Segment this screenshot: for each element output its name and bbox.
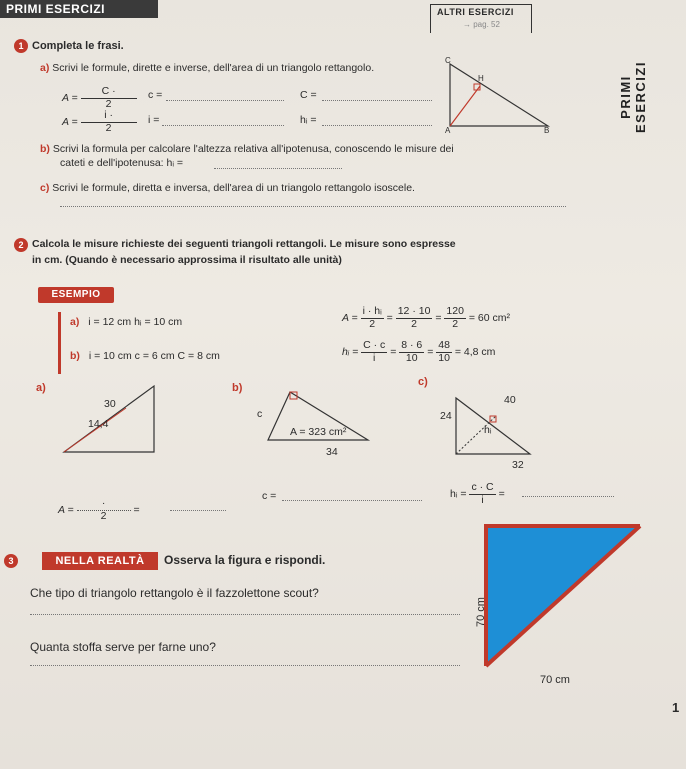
answer-line[interactable]	[322, 125, 432, 126]
answer-b-label: c =	[262, 490, 277, 502]
answer-line[interactable]	[322, 100, 432, 101]
item-label: b)	[40, 143, 50, 155]
formula-row	[62, 110, 137, 134]
formula-lhs: A =	[62, 115, 78, 128]
example-formula: A = $\frac{\text{i · hᵢ}}{2}$ = $\frac{12 \cdot 10}{2}$ = $\frac{120}{2}$ = 60 cm²	[342, 305, 510, 330]
figure-a-value-14-4: 14,4	[88, 418, 109, 430]
exercise-number-badge: 3	[4, 554, 18, 568]
frac-numerator: 120	[446, 305, 464, 317]
frac-denominator: 10	[438, 351, 450, 364]
c-formula-label: c =	[148, 89, 163, 101]
frac-numerator: C · c	[363, 339, 386, 351]
given-values: i = 12 cm hᵢ = 10 cm	[88, 316, 183, 328]
equals-sign: =	[498, 487, 505, 500]
frac-numerator: 48	[438, 339, 450, 351]
answer-c	[450, 482, 505, 506]
section-title: PRIMI ESERCIZI	[0, 0, 158, 18]
item-label: a)	[40, 62, 50, 74]
frac-denominator: 2	[452, 317, 459, 330]
exercise-subtitle	[32, 254, 342, 266]
answer-a	[58, 498, 140, 522]
vertex-label-C: C	[445, 56, 451, 65]
frac-numerator: c · C	[471, 481, 494, 493]
frac-numerator: 12 · 10	[397, 305, 431, 317]
nella-realta-badge: NELLA REALTÀ	[42, 552, 158, 570]
exercise-title: Calcola le misure richieste dei seguenti triangoli rettangoli. Le misure sono espresse	[32, 238, 456, 250]
answer-line[interactable]	[282, 500, 422, 501]
exercise-title: Completa le frasi.	[32, 40, 124, 52]
formula-lhs: A =	[62, 91, 78, 104]
frac-denominator: 2	[105, 121, 112, 134]
figure-label: a)	[36, 382, 46, 394]
answer-line[interactable]	[60, 206, 566, 207]
exercise-title: Osserva la figura e rispondi.	[164, 553, 326, 567]
frac-numerator: i · hᵢ	[362, 305, 382, 317]
given-values: i = 10 cm c = 6 cm C = 8 cm	[88, 350, 220, 362]
frac-denominator: 10	[405, 351, 418, 364]
vertex-label-B: B	[544, 126, 550, 135]
answer-line[interactable]	[166, 100, 284, 101]
figure-label: c)	[418, 376, 428, 388]
figure-b-area: A = 323 cm²	[290, 426, 347, 438]
instruction-text: Scrivi la formula per calcolare l'altezza relativa all'ipotenusa, conoscendo le misure dei	[52, 143, 454, 155]
scout-scarf-triangle	[480, 522, 646, 672]
dimension-horizontal: 70 cm	[540, 674, 570, 686]
side-tab	[618, 42, 648, 152]
answer-line[interactable]	[162, 125, 284, 126]
answer-line[interactable]	[522, 496, 614, 497]
page-number: 1	[672, 700, 680, 715]
frac-denominator: i	[373, 351, 376, 364]
figure-label: b)	[232, 382, 243, 394]
figure-c-value-32: 32	[512, 459, 524, 471]
i-formula-label: i =	[148, 114, 160, 126]
formula-lhs: A =	[58, 503, 74, 516]
figure-c-value-40: 40	[504, 394, 516, 406]
exercise-number-badge: 2	[14, 238, 28, 252]
question-1: Che tipo di triangolo rettangolo è il fazzolettone scout?	[30, 586, 319, 600]
figure-c-value-24: 24	[440, 410, 452, 422]
answer-line[interactable]	[30, 665, 460, 666]
figure-b-c: c	[257, 408, 263, 420]
answer-line[interactable]	[170, 510, 226, 511]
frac-denominator: i	[481, 493, 484, 506]
triangle-figure-c	[450, 392, 540, 458]
formula-lhs: hᵢ =	[450, 487, 467, 500]
frac-denominator: 2	[105, 97, 112, 110]
figure-a-value-30: 30	[104, 398, 116, 410]
item-label: c)	[40, 182, 50, 194]
equals-sign: =	[133, 503, 140, 516]
instruction-text: Scrivi le formule, diretta e inversa, dell'area di un triangolo rettangolo isoscele.	[52, 182, 415, 194]
frac-denominator: 2	[369, 317, 376, 330]
frac-numerator: C ·	[81, 86, 137, 99]
example-bar	[58, 312, 61, 374]
vertex-label-A: A	[445, 126, 451, 135]
result: = 4,8 cm	[454, 345, 496, 358]
frac-numerator: i ·	[81, 110, 137, 123]
h-formula-label: hᵢ =	[300, 114, 317, 126]
subtitle-text: in cm. (Quando è necessario approssima il risultato alle unità)	[32, 254, 342, 266]
altri-esercizi-label: ALTRI ESERCIZI	[437, 7, 514, 17]
question-2: Quanta stoffa serve per farne uno?	[30, 640, 216, 654]
example-formula: hᵢ = $\frac{C \cdot c}{i}$ = $\frac{8 \cdot 6}{10}$ = $\frac{48}{10}$ = 4,8 cm	[342, 339, 496, 364]
page-reference: → pag. 52	[463, 20, 500, 29]
side-tab-label: PRIMI ESERCIZI	[618, 61, 648, 133]
formula-lhs: A =	[342, 311, 358, 324]
altri-esercizi-box	[430, 4, 532, 33]
figure-b-base: 34	[326, 446, 338, 458]
instruction-text: Scrivi le formule, dirette e inverse, dell'area di un triangolo rettangolo.	[52, 62, 375, 74]
result: = 60 cm²	[468, 311, 510, 324]
frac-numerator[interactable]: ·	[77, 498, 131, 511]
triangle-figure-b	[262, 388, 372, 448]
formula-row	[62, 86, 137, 110]
item-label: b)	[70, 350, 80, 362]
frac-numerator: 8 · 6	[401, 339, 423, 351]
frac-denominator: 2	[100, 509, 107, 522]
item-label: a)	[70, 316, 80, 328]
answer-line[interactable]	[30, 614, 460, 615]
vertex-label-H: H	[478, 74, 484, 83]
dimension-vertical: 70 cm	[474, 597, 487, 627]
answer-line[interactable]	[214, 168, 342, 169]
right-triangle-figure	[440, 56, 560, 136]
instruction-text: cateti e dell'ipotenusa: hᵢ =	[60, 157, 184, 169]
esempio-badge: ESEMPIO	[38, 287, 114, 303]
figure-c-height: hᵢ	[484, 424, 492, 436]
C-formula-label: C =	[300, 89, 317, 101]
formula-lhs: hᵢ =	[342, 345, 359, 358]
frac-denominator: 2	[411, 317, 417, 330]
exercise-number-badge: 1	[14, 39, 28, 53]
